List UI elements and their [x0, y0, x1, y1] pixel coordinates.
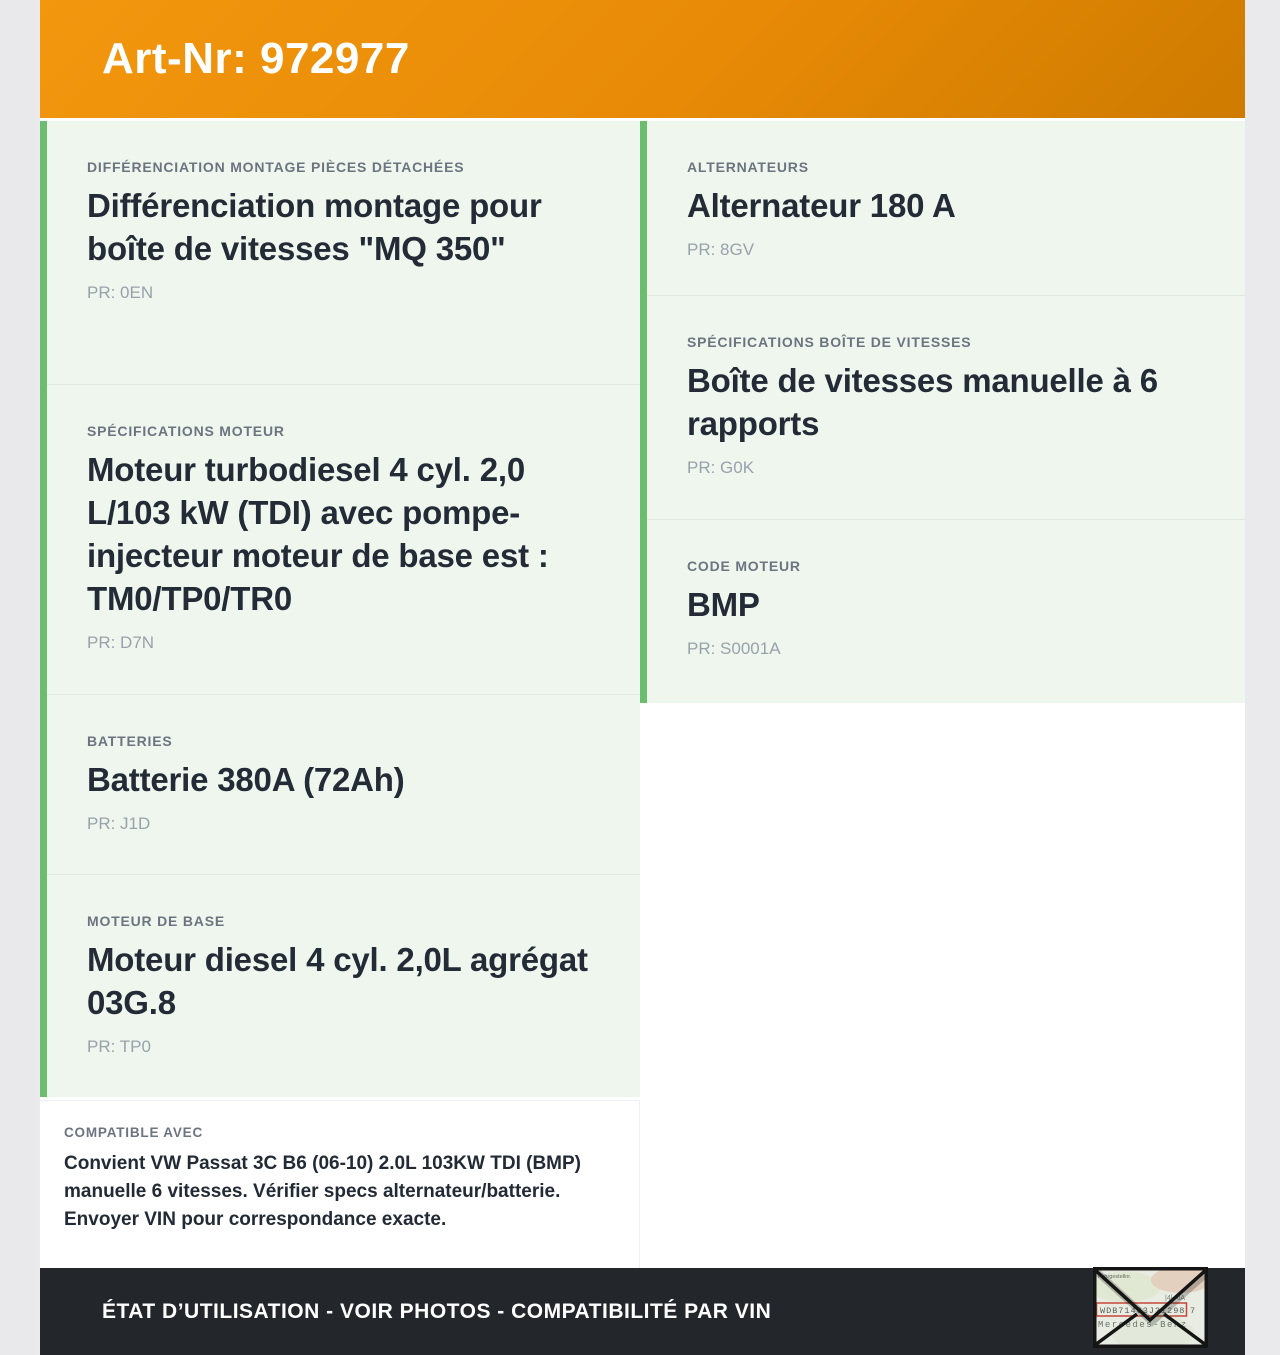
stamp-vin-text: WDB71463J31298: [1100, 1306, 1186, 1316]
spec-card-label: BATTERIES: [87, 733, 173, 749]
right-card-block: [640, 121, 1245, 703]
spec-card-label: ALTERNATEURS: [687, 159, 809, 175]
footer-banner-text: ÉTAT D’UTILISATION - VOIR PHOTOS - COMPATIBILITÉ PAR VIN: [102, 1299, 772, 1323]
spec-card-batteries: [47, 695, 640, 875]
spec-card-moteur: [47, 385, 640, 695]
compatibility-label: COMPATIBLE AVEC: [64, 1125, 203, 1140]
spec-card-title: Boîte de vitesses manuelle à 6 rapports: [687, 362, 1158, 442]
compatibility-text: Convient VW Passat 3C B6 (06-10) 2.0L 103KW TDI (BMP) manuelle 6 vitesses. Vérifier specs alternateur/batterie. Envoyer VIN pour correspondance exacte.: [64, 1153, 581, 1230]
spec-card-title: Moteur turbodiesel 4 cyl. 2,0 L/103 kW (TDI) avec pompe-injecteur moteur de base est : TM0/TP0/TR0: [87, 451, 549, 617]
spec-card-label: SPÉCIFICATIONS MOTEUR: [87, 423, 285, 439]
spec-card-moteur-de-base: [47, 875, 640, 1097]
spec-card-label: DIFFÉRENCIATION MONTAGE PIÈCES DÉTACHÉES: [87, 159, 465, 175]
left-card-block: [40, 121, 640, 1097]
page-header: [40, 0, 1245, 118]
spec-card-label: MOTEUR DE BASE: [87, 913, 225, 929]
spec-card-pr-code: PR: S0001A: [687, 638, 781, 658]
spec-card-title: Différenciation montage pour boîte de vitesses "MQ 350": [87, 187, 542, 267]
spec-card-pr-code: PR: J1D: [87, 813, 151, 833]
crossed-registration-document-icon: [1093, 1267, 1208, 1348]
spec-card-boite-de-vitesses: [647, 296, 1245, 520]
spec-card-title: Batterie 380A (72Ah): [87, 761, 405, 798]
spec-card-pr-code: PR: D7N: [87, 632, 155, 652]
spec-card-title: Moteur diesel 4 cyl. 2,0L agrégat 03G.8: [87, 941, 588, 1021]
compatibility-card: [40, 1100, 640, 1268]
spec-card-pr-code: PR: 0EN: [87, 282, 154, 302]
spec-card-pr-code: PR: 8GV: [687, 239, 755, 259]
spec-card-pr-code: PR: TP0: [87, 1036, 151, 1056]
listing-page: [40, 0, 1245, 1355]
spec-columns: [40, 121, 1245, 1268]
stamp-vin-suffix: 7: [1190, 1306, 1196, 1316]
right-column: [640, 121, 1245, 703]
spec-card-code-moteur: [647, 520, 1245, 703]
spec-card-title: BMP: [687, 586, 760, 623]
page-footer: [40, 1268, 1245, 1355]
stamp-corner-note: |4| AiA: [1165, 1295, 1185, 1302]
article-number-title: Art-Nr: 972977: [102, 34, 410, 83]
spec-card-label: CODE MOTEUR: [687, 558, 801, 574]
spec-card-pr-code: PR: G0K: [687, 457, 755, 477]
spec-card-alternateurs: [647, 121, 1245, 296]
spec-card-differenciation: [47, 121, 640, 385]
spec-card-label: SPÉCIFICATIONS BOÎTE DE VITESSES: [687, 334, 972, 350]
left-column: [40, 121, 640, 1268]
stamp-brand-text: Mercedes-Benz: [1098, 1320, 1188, 1330]
spec-card-title: Alternateur 180 A: [687, 187, 956, 224]
stamp-doc-label: Fahrgestellnr.: [1098, 1274, 1132, 1280]
